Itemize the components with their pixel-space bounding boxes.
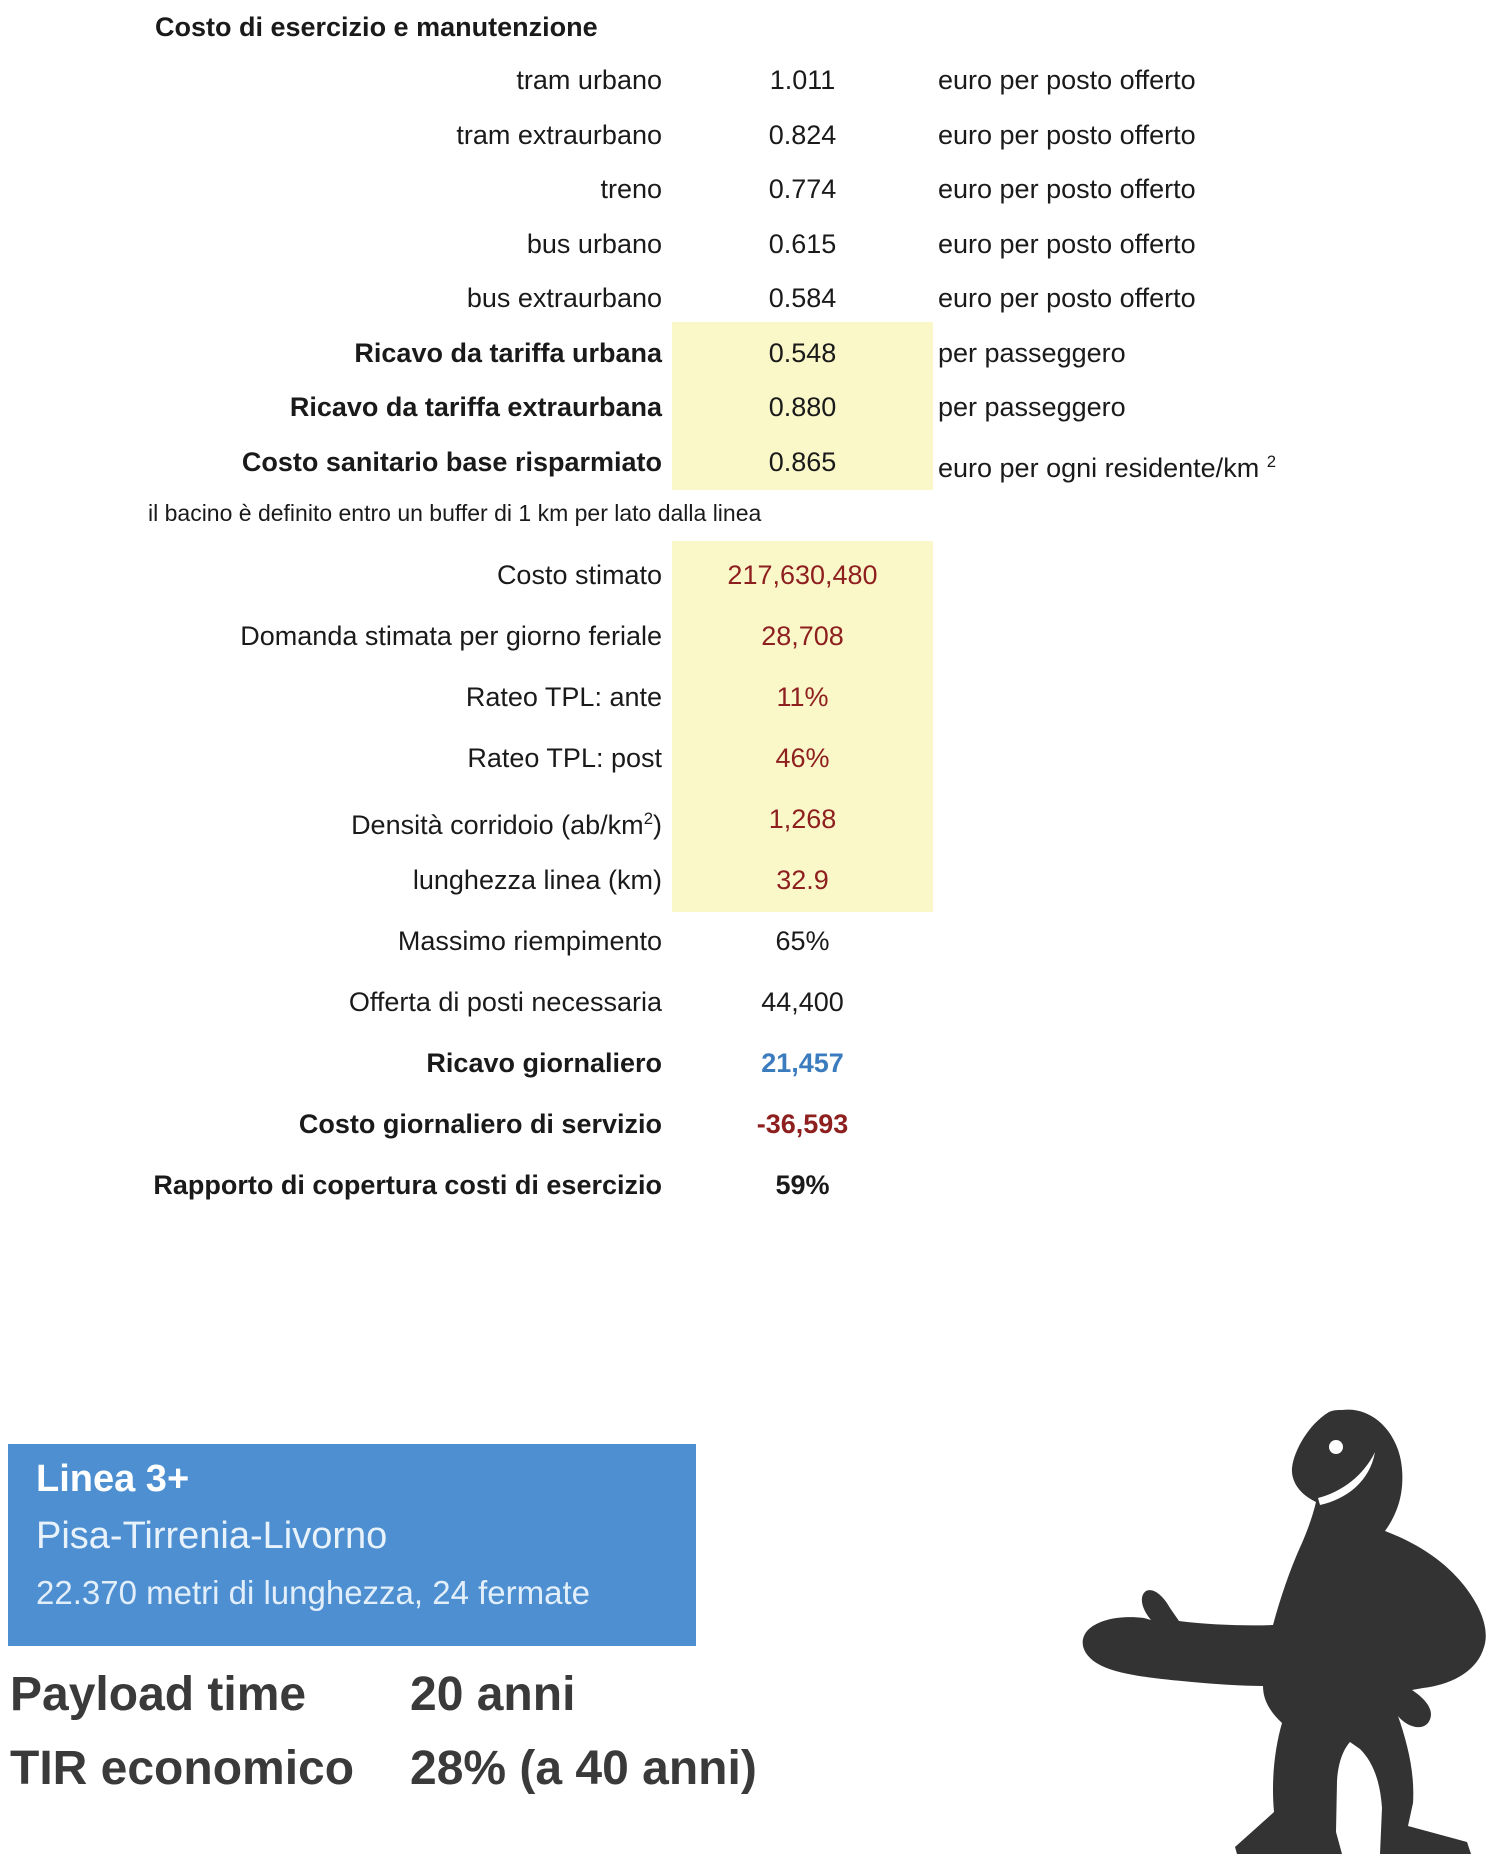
table-row bbox=[0, 116, 1500, 154]
row-value: 11% bbox=[776, 682, 829, 712]
table-row bbox=[0, 225, 1500, 263]
mascot-eye bbox=[1329, 1440, 1343, 1454]
row-label: Ricavo da tariffa urbana bbox=[354, 337, 662, 368]
table-row bbox=[0, 443, 1500, 481]
row-value: 0.774 bbox=[768, 174, 837, 204]
row-value: 0.865 bbox=[768, 446, 837, 477]
row-value: 0.880 bbox=[768, 392, 837, 422]
row-label: Costo stimato bbox=[496, 560, 662, 590]
row-label: Ricavo giornaliero bbox=[426, 1048, 662, 1078]
page-title: Costo di esercizio e manutenzione bbox=[155, 12, 598, 42]
payload-time-value: 20 anni bbox=[410, 1668, 576, 1721]
table-row bbox=[0, 1166, 1500, 1204]
table-row bbox=[0, 617, 1500, 655]
row-unit: euro per posto offerto bbox=[938, 119, 1196, 150]
thumbs-up-mascot-icon bbox=[1050, 1380, 1500, 1854]
row-label: Densità corridoio $(ab/km^2)$ bbox=[351, 809, 662, 840]
tir-economico-label: TIR economico bbox=[10, 1742, 355, 1795]
row-label: tram urbano bbox=[516, 65, 662, 95]
line-name: Linea 3+ bbox=[36, 1458, 190, 1500]
row-value: 21,457 bbox=[761, 1048, 844, 1078]
row-label: tram extraurbano bbox=[456, 119, 662, 150]
row-value: 46% bbox=[775, 743, 830, 773]
row-value: 65% bbox=[775, 926, 830, 956]
row-label: Costo giornaliero di servizio bbox=[298, 1109, 662, 1139]
payload-time-row bbox=[10, 1664, 1110, 1726]
row-unit: euro per posto offerto bbox=[938, 65, 1196, 95]
table-row bbox=[0, 388, 1500, 426]
row-label: Offerta di posti necessaria bbox=[348, 987, 662, 1017]
table-row bbox=[0, 61, 1500, 99]
table-row bbox=[0, 983, 1500, 1021]
table-row bbox=[0, 556, 1500, 594]
row-unit: euro per ogni residente/km $^2$ bbox=[938, 451, 1277, 483]
row-label: bus extraurbano bbox=[466, 283, 662, 313]
payload-time-label: Payload time bbox=[10, 1668, 307, 1721]
line-info-card bbox=[8, 1444, 696, 1646]
row-value: 32.9 bbox=[776, 865, 829, 895]
row-label: Massimo riempimento bbox=[397, 926, 662, 956]
table-row bbox=[0, 861, 1500, 899]
row-value: -36,593 bbox=[756, 1109, 849, 1139]
row-value: 28,708 bbox=[761, 621, 844, 651]
row-label: Rateo TPL: post bbox=[467, 743, 662, 773]
table-row bbox=[0, 1105, 1500, 1143]
row-label: bus urbano bbox=[526, 228, 662, 259]
table-row bbox=[0, 800, 1500, 838]
row-value: 44,400 bbox=[761, 987, 844, 1017]
mascot-body bbox=[1083, 1410, 1486, 1854]
line-route: Pisa-Tirrenia-Livorno bbox=[36, 1515, 388, 1557]
row-value: 0.824 bbox=[768, 119, 837, 150]
line-details: 22.370 metri di lunghezza, 24 fermate bbox=[36, 1574, 590, 1611]
row-label: lunghezza linea (km) bbox=[412, 865, 662, 895]
highlight-box-estimates bbox=[672, 541, 933, 912]
row-value: 217,630,480 bbox=[727, 560, 878, 590]
row-label: Costo sanitario base risparmiato bbox=[241, 446, 662, 477]
table-row bbox=[0, 678, 1500, 716]
table-row bbox=[0, 170, 1500, 208]
row-label: Domanda stimata per giorno feriale bbox=[240, 621, 662, 651]
row-value: 1,268 bbox=[768, 804, 837, 834]
row-unit: euro per posto offerto bbox=[938, 228, 1196, 259]
row-unit: per passeggero bbox=[938, 392, 1126, 422]
row-value: 59% bbox=[775, 1170, 830, 1200]
row-label: Rapporto di copertura costi di esercizio bbox=[153, 1170, 662, 1200]
table-row bbox=[0, 279, 1500, 317]
table-row bbox=[0, 334, 1500, 372]
row-label: treno bbox=[600, 174, 662, 204]
row-value: 0.615 bbox=[768, 228, 837, 259]
row-value: 1.011 bbox=[769, 65, 836, 95]
table-row bbox=[0, 922, 1500, 960]
tir-economico-value: 28% (a 40 anni) bbox=[410, 1742, 757, 1795]
row-unit: euro per posto offerto bbox=[938, 283, 1196, 313]
row-label: Ricavo da tariffa extraurbana bbox=[289, 392, 662, 422]
row-value: 0.584 bbox=[768, 283, 837, 313]
row-label: Rateo TPL: ante bbox=[465, 682, 662, 712]
row-value: 0.548 bbox=[768, 337, 837, 368]
buffer-note: il bacino è definito entro un buffer di 1 km per lato dalla linea bbox=[148, 500, 762, 526]
table-row bbox=[0, 739, 1500, 777]
row-unit: per passeggero bbox=[938, 337, 1126, 368]
row-unit: euro per posto offerto bbox=[938, 174, 1196, 204]
tir-economico-row bbox=[10, 1738, 1110, 1800]
table-row bbox=[0, 1044, 1500, 1082]
